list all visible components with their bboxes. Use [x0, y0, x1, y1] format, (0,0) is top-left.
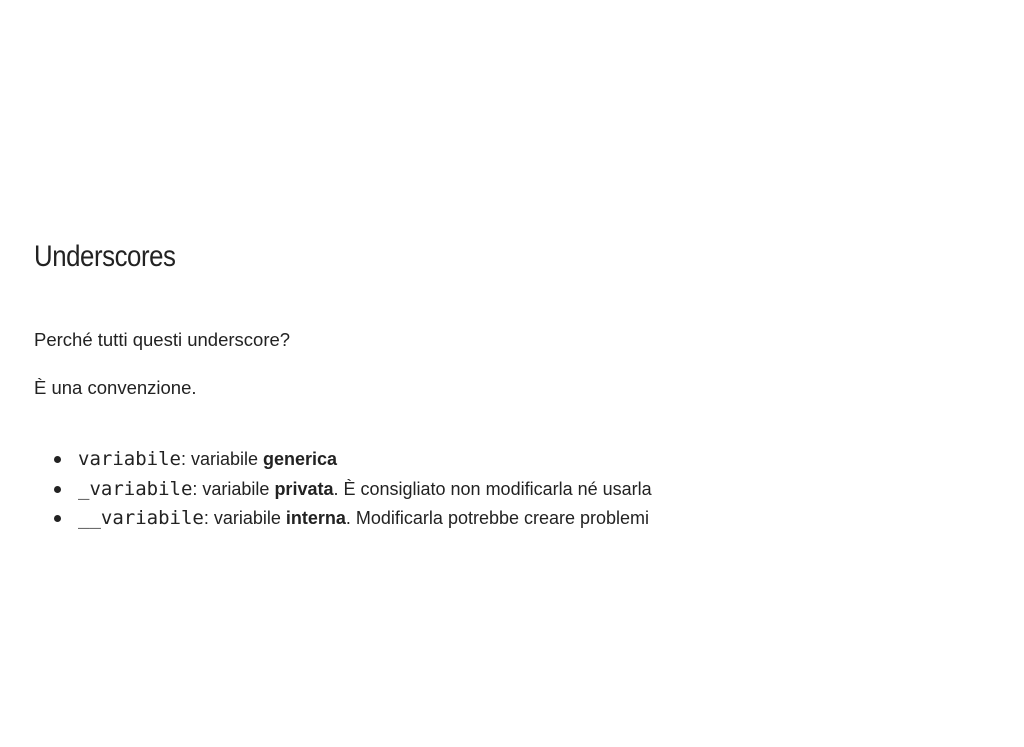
- bullet-dot-icon: [54, 515, 61, 522]
- paragraph-question: Perché tutti questi underscore?: [34, 329, 291, 350]
- bullet-text-after: . Modificarla potrebbe creare problemi: [345, 508, 650, 528]
- list-item: [52, 446, 652, 476]
- list-item: [52, 505, 652, 535]
- bullet-text: : variabile: [203, 508, 286, 528]
- code-variable-name: __variabile: [78, 507, 204, 529]
- bullet-emphasis: generica: [263, 449, 338, 469]
- slide-title: Underscores: [34, 240, 176, 273]
- underscore-bullet-list: [52, 446, 652, 535]
- bullet-dot-icon: [54, 486, 61, 493]
- bullet-emphasis: privata: [274, 478, 334, 499]
- bullet-text-after: . È consigliato non modificarla né usarla: [333, 478, 652, 499]
- bullet-text: : variabile: [180, 449, 263, 469]
- bullet-text: : variabile: [192, 478, 275, 499]
- paragraph-convention: È una convenzione.: [34, 377, 197, 398]
- list-item: [52, 476, 652, 506]
- bullet-dot-icon: [54, 456, 61, 463]
- code-variable-name: variabile: [78, 448, 181, 470]
- bullet-emphasis: interna: [285, 508, 346, 528]
- code-variable-name: _variabile: [78, 477, 193, 500]
